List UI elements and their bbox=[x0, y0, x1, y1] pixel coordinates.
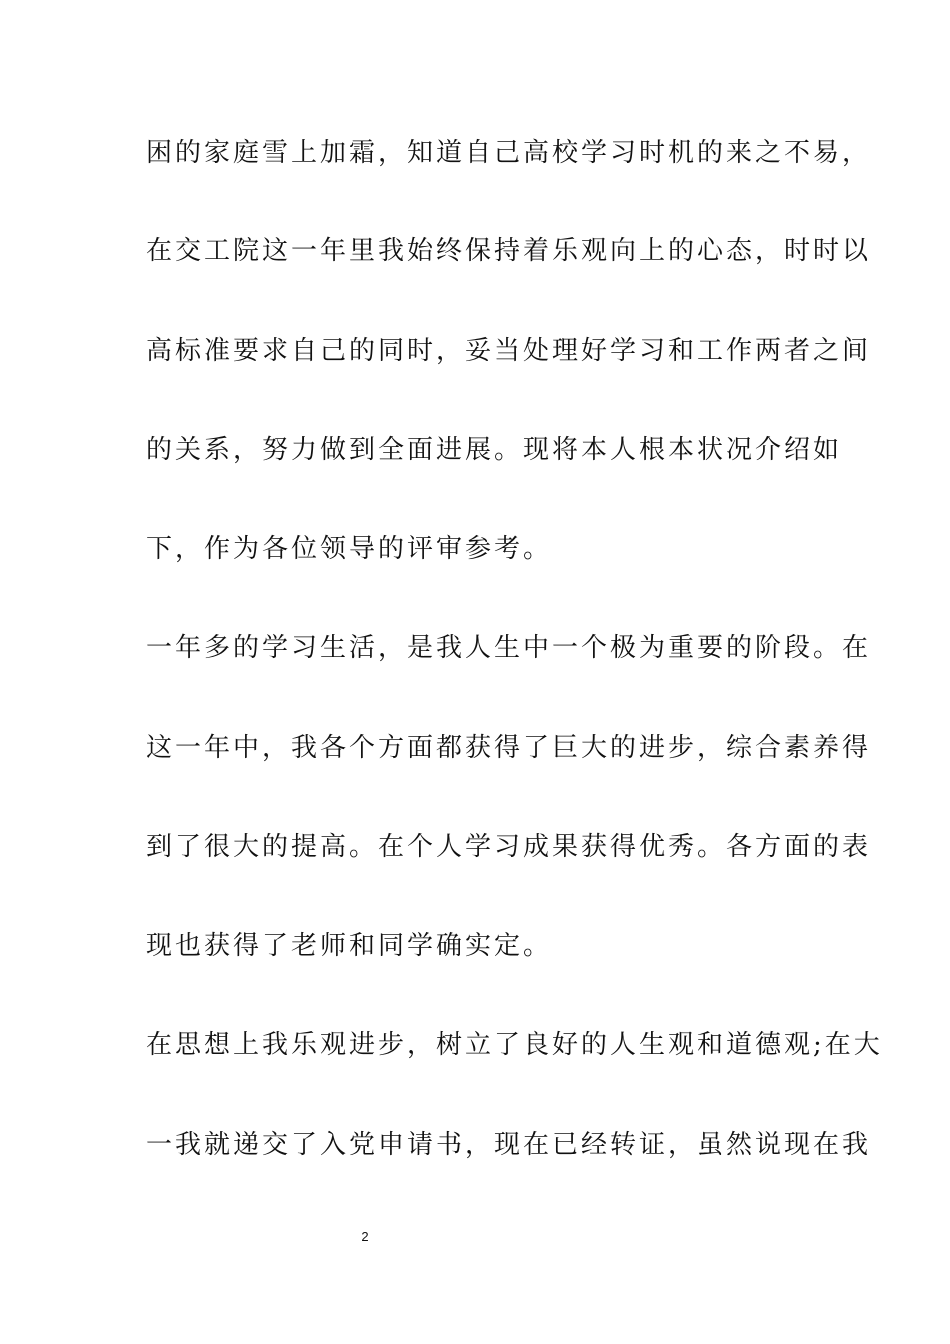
text-line: 到了很大的提高。在个人学习成果获得优秀。各方面的表 bbox=[146, 832, 872, 862]
text-line: 高标准要求自己的同时，妥当处理好学习和工作两者之间 bbox=[146, 336, 872, 366]
text-line: 现也获得了老师和同学确实定。 bbox=[146, 931, 553, 961]
text-line: 在思想上我乐观进步，树立了良好的人生观和道德观;在大 bbox=[146, 1030, 883, 1060]
text-line: 一我就递交了入党申请书，现在已经转证，虽然说现在我 bbox=[146, 1130, 872, 1160]
text-line: 困的家庭雪上加霜，知道自己高校学习时机的来之不易， bbox=[146, 138, 872, 168]
text-line: 一年多的学习生活，是我人生中一个极为重要的阶段。在 bbox=[146, 633, 872, 663]
text-line: 下，作为各位领导的评审参考。 bbox=[146, 534, 553, 564]
text-line: 的关系，努力做到全面进展。现将本人根本状况介绍如 bbox=[146, 435, 843, 465]
text-line: 在交工院这一年里我始终保持着乐观向上的心态，时时以 bbox=[146, 236, 872, 266]
page-number: 2 bbox=[361, 1229, 369, 1244]
text-line: 这一年中，我各个方面都获得了巨大的进步，综合素养得 bbox=[146, 733, 872, 763]
